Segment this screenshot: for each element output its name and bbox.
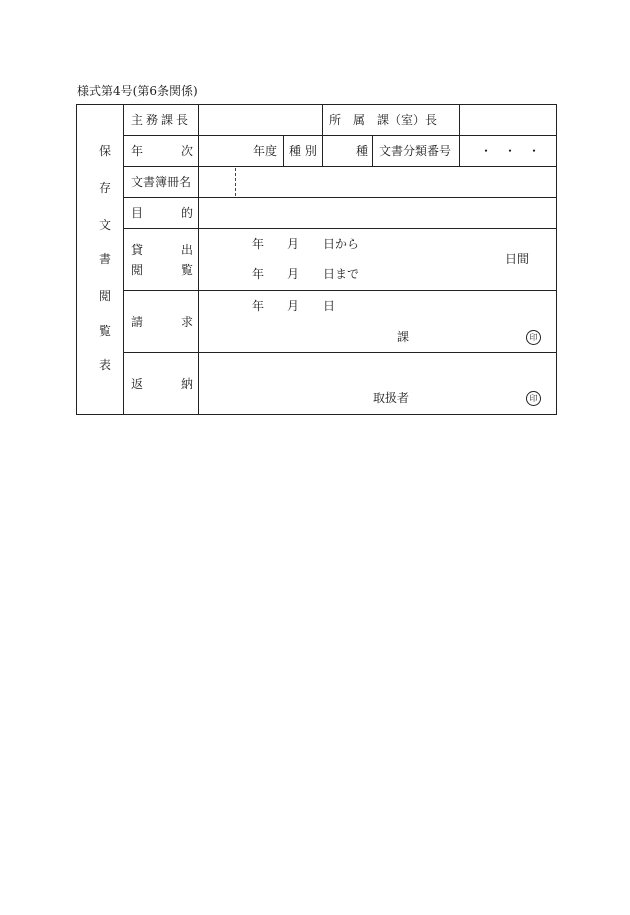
classification-label: 文書分類番号 bbox=[379, 144, 452, 158]
side-label-char: 覧 bbox=[99, 324, 112, 338]
row1-2-divider-a bbox=[322, 104, 323, 167]
chief-label: 主務課長 bbox=[131, 113, 192, 127]
side-column-line bbox=[123, 104, 124, 415]
volume-name-label: 文書簿冊名 bbox=[131, 175, 192, 189]
nendo-text: 年度 bbox=[253, 144, 278, 158]
border-left bbox=[76, 104, 77, 415]
border-bottom bbox=[76, 414, 557, 415]
loan-label-b1: 閲 bbox=[131, 263, 144, 277]
year-label-a: 年 bbox=[131, 144, 144, 158]
return-label-a: 返 bbox=[131, 377, 144, 391]
side-label-char: 文 bbox=[99, 218, 112, 232]
affiliation-label: 所 属 課（室）長 bbox=[329, 113, 438, 127]
to-day: 日まで bbox=[323, 267, 360, 281]
request-year: 年 bbox=[252, 299, 265, 313]
seal-icon: 印 bbox=[526, 391, 541, 406]
purpose-label-b: 的 bbox=[181, 206, 194, 220]
to-month: 月 bbox=[287, 267, 300, 281]
year-label-b: 次 bbox=[181, 144, 194, 158]
row-line-2 bbox=[123, 166, 557, 167]
purpose-label-a: 目 bbox=[131, 206, 144, 220]
request-month: 月 bbox=[287, 299, 300, 313]
request-day: 日 bbox=[323, 299, 336, 313]
loan-label-a1: 貸 bbox=[131, 243, 144, 257]
row-line-6 bbox=[123, 352, 557, 353]
request-label-a: 請 bbox=[131, 315, 144, 329]
from-month: 月 bbox=[287, 237, 300, 251]
from-day: 日から bbox=[323, 237, 360, 251]
return-label-b: 納 bbox=[181, 377, 194, 391]
row2-divider-nendo bbox=[283, 135, 284, 167]
row1-2-divider-b bbox=[459, 104, 460, 167]
loan-label-a2: 出 bbox=[181, 243, 194, 257]
volume-name-dashed-divider bbox=[235, 168, 236, 196]
border-right bbox=[556, 104, 557, 415]
border-top bbox=[76, 104, 557, 105]
kind-suffix: 種 bbox=[356, 144, 369, 158]
form-title: 様式第4号(第6条関係) bbox=[77, 84, 198, 98]
side-label-char: 保 bbox=[99, 144, 112, 158]
side-label-char: 表 bbox=[99, 358, 112, 372]
to-year: 年 bbox=[252, 267, 265, 281]
loan-label-b2: 覧 bbox=[181, 263, 194, 277]
label-column-line bbox=[198, 104, 199, 415]
row-line-1 bbox=[123, 135, 557, 136]
side-label-char: 閲 bbox=[99, 289, 112, 303]
request-label-b: 求 bbox=[181, 315, 194, 329]
days-label: 日間 bbox=[505, 252, 530, 266]
kind-label: 種 別 bbox=[289, 144, 317, 158]
section-label: 課 bbox=[397, 330, 410, 344]
side-label-char: 書 bbox=[99, 252, 112, 266]
row2-divider-kind bbox=[372, 135, 373, 167]
row-line-5 bbox=[123, 290, 557, 291]
row-line-4 bbox=[123, 228, 557, 229]
handler-label: 取扱者 bbox=[373, 391, 410, 405]
from-year: 年 bbox=[252, 237, 265, 251]
row-line-3 bbox=[123, 197, 557, 198]
classification-dots: ・ ・ ・ bbox=[480, 144, 541, 158]
side-label-char: 存 bbox=[99, 181, 112, 195]
seal-icon: 印 bbox=[526, 330, 541, 345]
